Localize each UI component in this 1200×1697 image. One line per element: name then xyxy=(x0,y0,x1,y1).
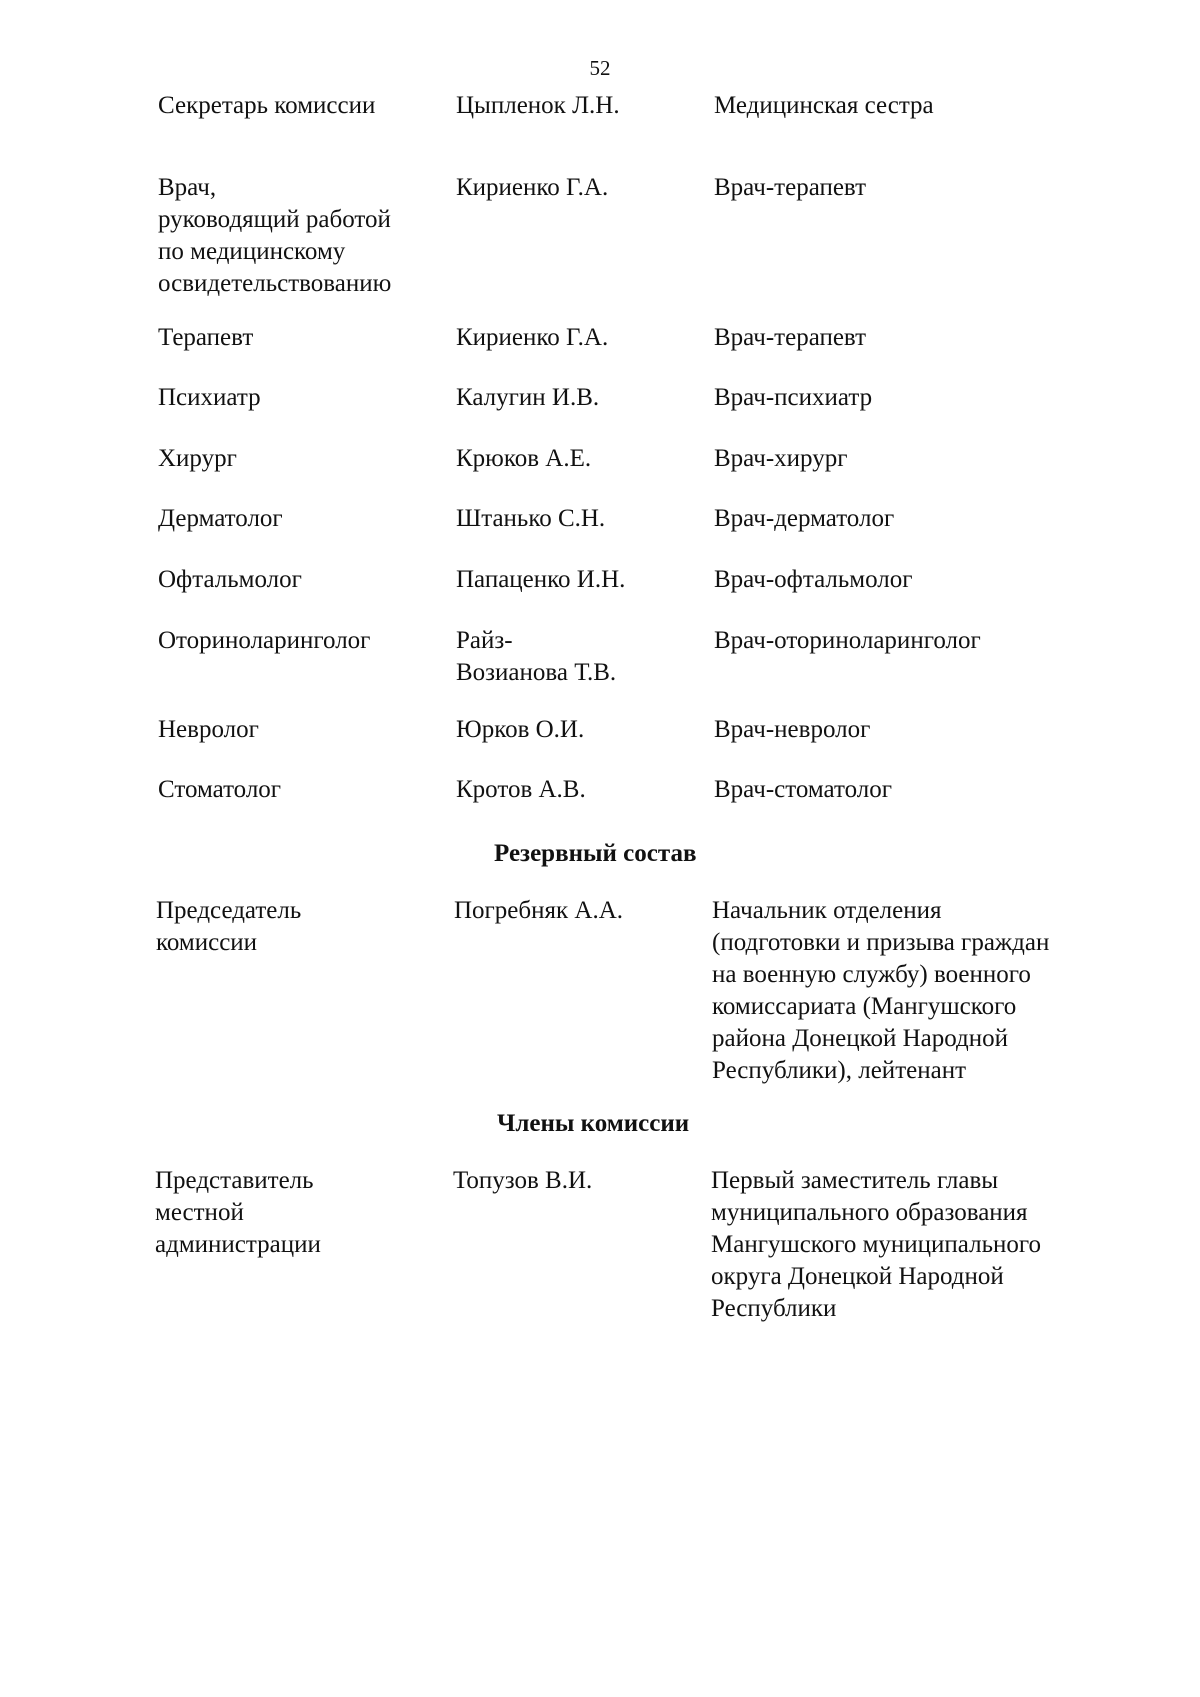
role-cell-line: Терапевт xyxy=(158,324,254,351)
name-cell-line: Крюков А.Е. xyxy=(456,445,592,472)
position-cell xyxy=(714,625,1104,689)
main-row xyxy=(158,382,1104,414)
role-cell xyxy=(158,172,456,300)
position-cell-line: Начальник отделения xyxy=(712,897,942,924)
position-cell-line: района Донецкой Народной xyxy=(712,1025,1009,1052)
position-cell xyxy=(714,503,1104,535)
role-cell-line: Секретарь комиссии xyxy=(158,92,376,119)
name-cell-line: Кириенко Г.А. xyxy=(456,324,609,351)
role-cell xyxy=(156,895,454,1087)
name-cell xyxy=(456,774,714,806)
name-cell-line: Калугин И.В. xyxy=(456,384,600,411)
position-cell xyxy=(714,714,1104,746)
name-cell xyxy=(454,895,712,1087)
main-row xyxy=(158,714,1104,746)
role-cell xyxy=(158,503,456,535)
name-cell-line: Штанько С.Н. xyxy=(456,505,606,532)
role-cell xyxy=(155,1165,453,1325)
page-number: 52 xyxy=(589,56,611,80)
position-cell-line: Врач-офтальмолог xyxy=(714,566,913,593)
name-cell-line: Цыпленок Л.Н. xyxy=(456,92,620,119)
role-cell-line: Офтальмолог xyxy=(158,566,302,593)
role-cell-line: Дерматолог xyxy=(158,505,283,532)
name-cell xyxy=(456,90,714,122)
position-cell-line: Медицинская сестра xyxy=(714,92,934,119)
position-cell-line: Врач-стоматолог xyxy=(714,776,892,803)
role-cell xyxy=(158,564,456,596)
role-cell-line: Оториноларинголог xyxy=(158,627,371,654)
position-cell xyxy=(714,564,1104,596)
role-cell-line: Врач, xyxy=(158,174,217,201)
main-row xyxy=(158,564,1104,596)
position-cell xyxy=(714,382,1104,414)
main-row xyxy=(158,443,1104,475)
name-cell-line: Топузов В.И. xyxy=(453,1167,593,1194)
role-cell xyxy=(158,714,456,746)
position-cell-line: Врач-невролог xyxy=(714,716,871,743)
position-cell xyxy=(714,172,1104,300)
role-cell-line: Стоматолог xyxy=(158,776,282,803)
role-cell xyxy=(158,443,456,475)
position-cell-line: Первый заместитель главы xyxy=(711,1167,999,1194)
position-cell xyxy=(714,774,1104,806)
name-cell xyxy=(456,503,714,535)
role-cell-line: комиссии xyxy=(156,929,258,956)
role-cell xyxy=(158,322,456,354)
name-cell xyxy=(456,714,714,746)
role-cell-line: по медицинскому xyxy=(158,238,346,265)
role-cell-line: администрации xyxy=(155,1231,321,1258)
main-row xyxy=(158,172,1104,300)
main-row xyxy=(158,774,1104,806)
role-cell-line: руководящий работой xyxy=(158,206,391,233)
main-row xyxy=(158,90,1104,122)
position-cell-line: (подготовки и призыва граждан xyxy=(712,929,1050,956)
position-cell-line: округа Донецкой Народной xyxy=(711,1263,1004,1290)
position-cell-line: Врач-оториноларинголог xyxy=(714,627,981,654)
reserve-row xyxy=(156,895,1102,1087)
name-cell-line: Юрков О.И. xyxy=(456,716,585,743)
name-cell xyxy=(456,322,714,354)
role-cell xyxy=(158,774,456,806)
position-cell xyxy=(714,443,1104,475)
position-cell-line: Врач-психиатр xyxy=(714,384,873,411)
position-cell xyxy=(714,90,1104,122)
position-cell-line: комиссариата (Мангушского xyxy=(712,993,1017,1020)
name-cell-line: Возианова Т.В. xyxy=(456,659,617,686)
main-row xyxy=(158,322,1104,354)
position-cell-line: Республики xyxy=(711,1295,837,1322)
section-heading-reserve: Резервный состав xyxy=(494,840,697,867)
role-cell-line: Хирург xyxy=(158,445,237,472)
name-cell xyxy=(456,443,714,475)
member-row xyxy=(155,1165,1101,1325)
role-cell xyxy=(158,625,456,689)
main-row xyxy=(158,625,1104,689)
position-cell-line: Врач-терапевт xyxy=(714,174,867,201)
name-cell xyxy=(453,1165,711,1325)
role-cell-line: Психиатр xyxy=(158,384,261,411)
role-cell-line: Представитель xyxy=(155,1167,314,1194)
main-row xyxy=(158,503,1104,535)
position-cell-line: Врач-терапевт xyxy=(714,324,867,351)
position-cell xyxy=(714,322,1104,354)
name-cell-line: Кириенко Г.А. xyxy=(456,174,609,201)
role-cell xyxy=(158,90,456,122)
name-cell xyxy=(456,625,714,689)
position-cell xyxy=(711,1165,1101,1325)
position-cell xyxy=(712,895,1102,1087)
name-cell-line: Райз- xyxy=(456,627,513,654)
name-cell-line: Кротов А.В. xyxy=(456,776,586,803)
position-cell-line: на военную службу) военного xyxy=(712,961,1031,988)
name-cell-line: Погребняк А.А. xyxy=(454,897,624,924)
position-cell-line: муниципального образования xyxy=(711,1199,1028,1226)
role-cell xyxy=(158,382,456,414)
position-cell-line: Республики), лейтенант xyxy=(712,1057,966,1084)
role-cell-line: освидетельствованию xyxy=(158,270,392,297)
name-cell xyxy=(456,382,714,414)
name-cell xyxy=(456,564,714,596)
role-cell-line: местной xyxy=(155,1199,244,1226)
name-cell xyxy=(456,172,714,300)
role-cell-line: Председатель xyxy=(156,897,302,924)
position-cell-line: Врач-хирург xyxy=(714,445,848,472)
position-cell-line: Мангушского муниципального xyxy=(711,1231,1041,1258)
section-heading-members: Члены комиссии xyxy=(497,1110,690,1137)
position-cell-line: Врач-дерматолог xyxy=(714,505,895,532)
role-cell-line: Невролог xyxy=(158,716,259,743)
name-cell-line: Папаценко И.Н. xyxy=(456,566,626,593)
